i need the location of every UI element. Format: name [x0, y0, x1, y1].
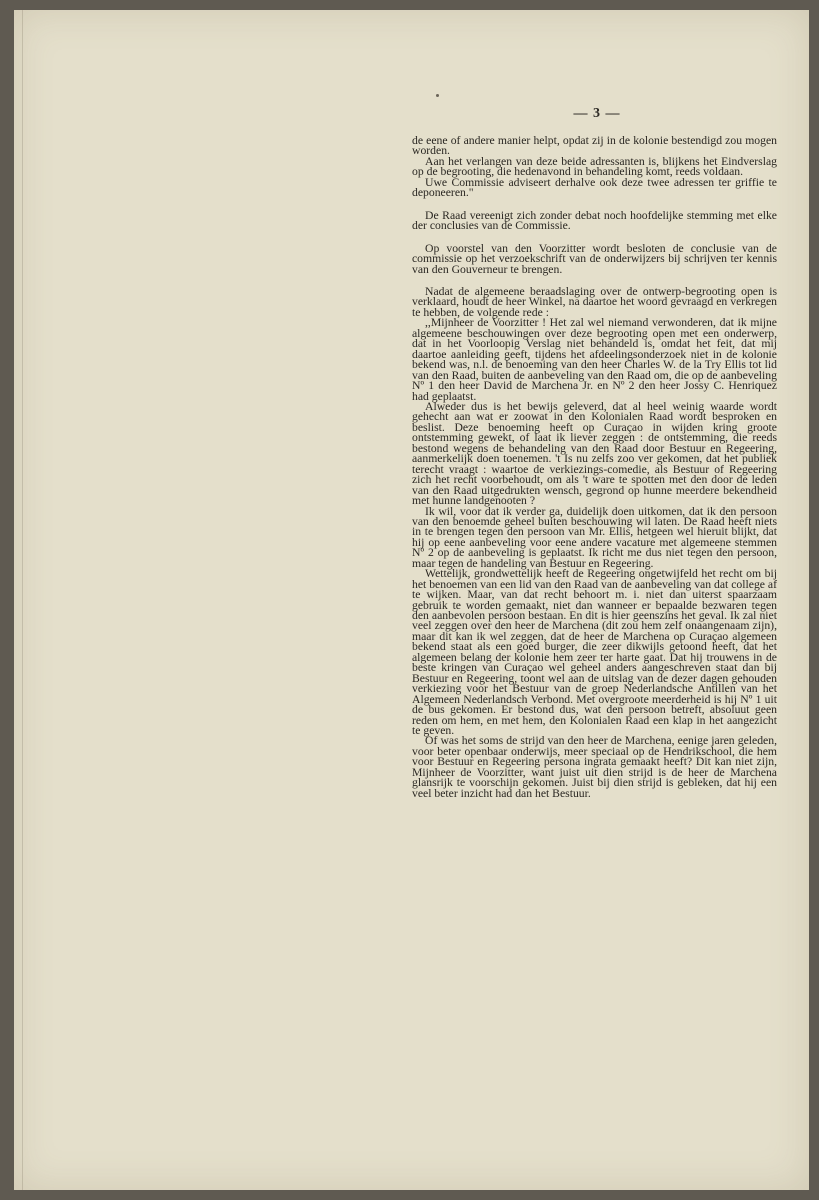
paragraph-10: Wettelijk, grondwettelijk heeft de Regeering ongetwijfeld het recht om bij het benoemen van een lid van den Raad van de aanbeveling van dat college af te wijken. Maar, van dat recht behoort m. i. niet dan uiterst spaarzaam gebruik te worden gemaakt, niet dan wanneer er bepaalde bezwaren tegen den aanbevolen persoon bestaan. En dit is hier geenszins het geval. Ik zal niet veel zeggen over den heer de Marchena (dit zou hem zelf onaangenaam zijn), maar dit kan ik wel zeggen, dat de heer de Marchena op Curaçao algemeen bekend staat als een goed burger, die zeer dikwijls getoond heeft, dat het algemeen belang der kolonie hem zeer ter harte gaat. Dat hij trouwens in de beste kringen van Curaçao wel geheel anders aangeschreven staat dan bij Bestuur en Regeering, toont wel aan de uitslag van de dezer dagen gehouden verkiezing voor het Bestuur van de groep Nederlandsche Antillen van het Algemeen Nederlandsch Verbond. Met overgroote meerderheid is hij Nº 1 uit de bus gekomen. Er bestond dus, wat den persoon betreft, absoluut geen reden om hem, en met hem, den Kolonialen Raad een klap in het aangezicht te geven.: [412, 567, 777, 738]
paragraph-1: de eene of andere manier helpt, opdat zij in de kolonie bestendigd zou mogen worden.: [412, 134, 777, 158]
paragraph-4: De Raad vereenigt zich zonder debat noch hoofdelijke stemming met elke der conclusies van de Commissie.: [412, 208, 777, 233]
paragraph-3: Uwe Commissie adviseert derhalve ook deze twee adressen ter griffie te deponeeren.": [412, 175, 777, 200]
paragraph-7: ,,Mijnheer de Voorzitter ! Het zal wel niemand verwonderen, dat ik mijne algemeene beschouwingen over deze begrooting open met een onderwerp, dat in het Voorloopig Verslag niet behandeld is, omdat het feit, dat mij daartoe aanleiding geeft, tijdens het afdeelingsonderzoek niet in de kolonie bekend was, n.l. de benoeming van den heer Charles W. de la Try Ellis tot lid van den Raad, buiten de aanbeveling van den Raad om, die op de aanbeveling Nº 1 den heer David de Marchena Jr. en Nº 2 den heer Jossy C. Henriquez had geplaatst.: [412, 316, 777, 403]
document-page: [14, 10, 809, 1190]
paragraph-8: Alweder dus is het bewijs geleverd, dat al heel weinig waarde wordt gehecht aan wat er zoowat in den Kolonialen Raad wordt besproken en beslist. Deze benoeming heeft op Curaçao in wijden kring groote ontstemming gewekt, of laat ik liever zeggen : de ontstemming, die reeds bestond wegens de behandeling van den Raad door Bestuur en Regeering, aanmerkelijk doen toenemen. 't Is nu zelfs zoo ver gekomen, dat het publiek terecht vraagt : waartoe de verkiezings-comedie, als Bestuur of Regeering zich het recht voorbehoudt, om als 't ware te spotten met den door de leden van den Raad uitgedrukten wensch, gegrond op hunne meerdere bekendheid met hunne landgenooten ?: [412, 399, 777, 508]
page-number: — 3 —: [573, 106, 621, 121]
text-column: [412, 136, 777, 799]
paragraph-6: Nadat de algemeene beraadslaging over de ontwerp-begrooting open is verklaard, houdt de heer Winkel, na daartoe het woord gevraagd en verkregen te hebben, de volgende rede :: [412, 284, 777, 319]
paragraph-2: Aan het verlangen van deze beide adressanten is, blijkens het Eindverslag op de begrooting, die hedenavond in behandeling komt, reeds voldaan.: [412, 154, 777, 179]
paper-speck: [436, 94, 439, 97]
paragraph-5: Op voorstel van den Voorzitter wordt besloten de conclusie van de commissie op het verzoekschrift van de onderwijzers bij schrijven ter kennis van den Gouverneur te brengen.: [412, 241, 777, 276]
paragraph-9: Ik wil, voor dat ik verder ga, duidelijk doen uitkomen, dat ik den persoon van den benoemde geheel buiten beschouwing wil laten. De Raad heeft niets in te brengen tegen den persoon van Mr. Ellis, hetgeen wel hieruit blijkt, dat hij op eene aanbeveling voor eene andere vacature met algemeene stemmen Nº 2 op de aanbeveling is geplaatst. Ik richt me dus niet tegen den persoon, maar tegen de handeling van Bestuur en Regeering.: [412, 504, 777, 570]
paragraph-11: Of was het soms de strijd van den heer de Marchena, eenige jaren geleden, voor beter openbaar onderwijs, meer speciaal op de Hendrikschool, die hem voor Bestuur en Regeering persona ingrata gemaakt heeft? Dit kan niet zijn, Mijnheer de Voorzitter, want juist uit dien strijd is de heer de Marchena glansrijk te voorschijn gekomen. Juist bij dien strijd is gebleken, dat hij een veel beter inzicht had dan het Bestuur.: [412, 734, 777, 800]
page-edge-line: [22, 10, 23, 1190]
